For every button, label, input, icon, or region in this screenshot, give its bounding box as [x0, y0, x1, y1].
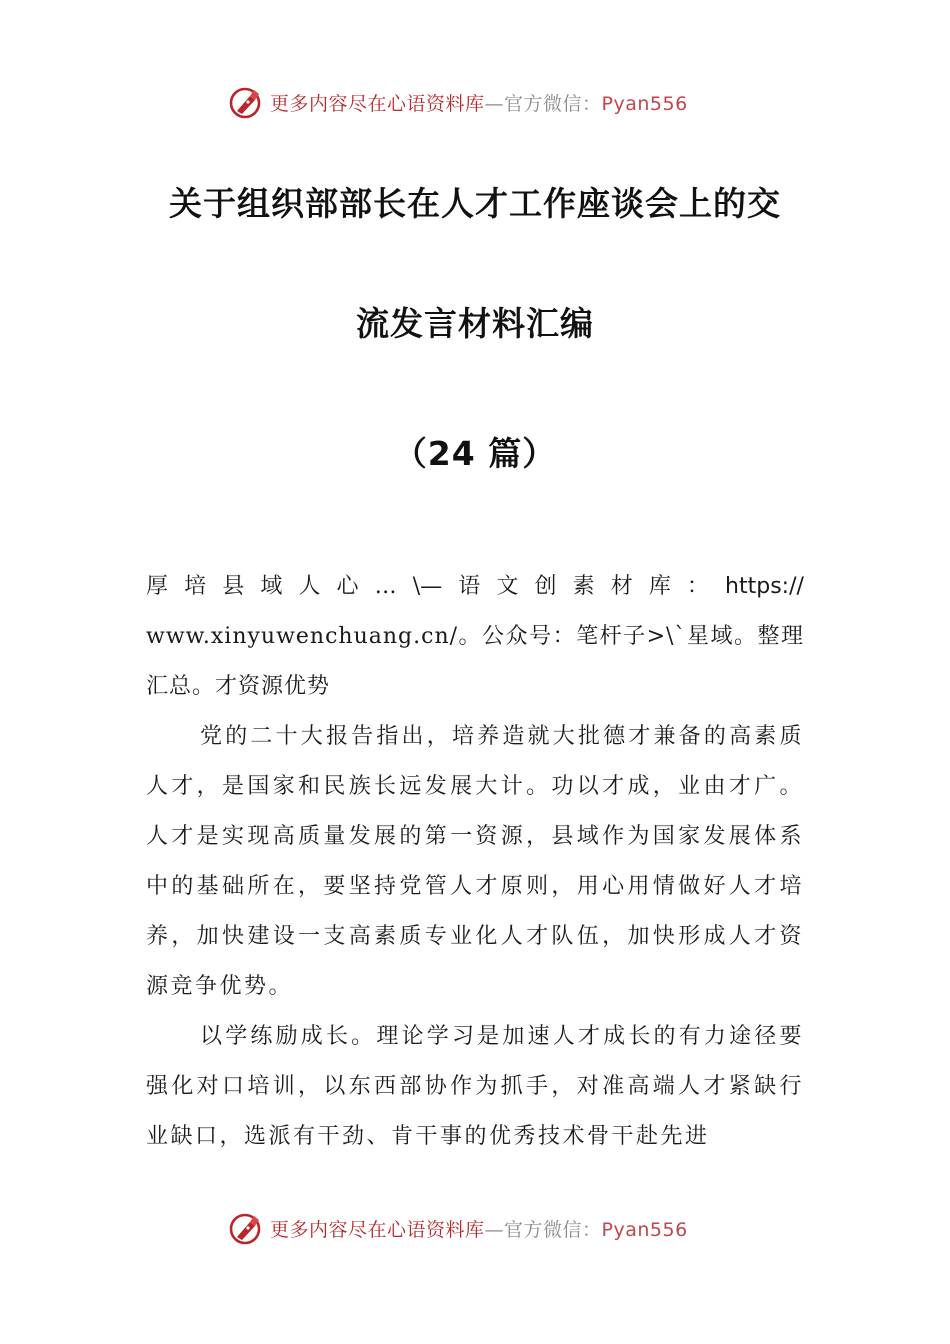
banner-separator: — — [484, 92, 505, 115]
pen-nib-logo-icon — [228, 84, 264, 120]
source-char: 材 — [610, 574, 633, 599]
paragraph-1: 党的二十大报告指出，培养造就大批德才兼备的高素质人才，是国家和民族长远发展大计。功以才成，业由才广。人才是实现高质量发展的第一资源，县域作为国家发展体系中的基础所在，要坚持党管人才原则，用心用情做好人才培养，加快建设一支高素质专业化人才队伍，加快形成人才资源竞争优势。 — [146, 724, 804, 999]
banner-wechat-label: 官方微信： — [504, 1218, 602, 1241]
footer-banner — [228, 1208, 748, 1248]
banner-main-text: 更多内容尽在心语资料库 — [270, 1218, 485, 1241]
footer-banner-text — [270, 1215, 688, 1242]
source-char: 厚 — [146, 574, 169, 599]
source-char: 县 — [222, 574, 245, 599]
banner-wechat-label: 官方微信： — [504, 92, 602, 115]
source-char: 创 — [534, 574, 557, 599]
document-title-line-2: 流发言材料汇编 — [356, 304, 594, 343]
source-char: 库 — [648, 574, 671, 599]
source-char: ： — [686, 574, 709, 599]
source-char: 素 — [572, 574, 595, 599]
banner-wechat-id: Pyan556 — [601, 1218, 688, 1241]
banner-separator: — — [484, 1218, 505, 1241]
document-title-count: （24 篇） — [393, 434, 557, 473]
banner-wechat-id: Pyan556 — [601, 92, 688, 115]
document-body — [146, 562, 804, 1162]
source-line — [146, 562, 804, 612]
source-url-start: https:// — [725, 574, 804, 599]
pen-nib-logo-icon — [228, 1210, 264, 1246]
document-title-line-1: 关于组织部部长在人才工作座谈会上的交 — [169, 184, 781, 223]
source-char: 文 — [496, 574, 519, 599]
source-char: 人 — [298, 574, 321, 599]
header-banner-text — [270, 89, 688, 116]
source-char: … — [374, 574, 397, 599]
source-char: 语 — [458, 574, 481, 599]
source-char: 域 — [260, 574, 283, 599]
header-banner — [228, 82, 748, 122]
source-line-rest: www.xinyuwenchuang.cn/。公众号：笔杆子>\`星域。整理汇总。才资源优势 — [146, 624, 804, 699]
source-char: 培 — [184, 574, 207, 599]
banner-main-text: 更多内容尽在心语资料库 — [270, 92, 485, 115]
paragraph-2: 以学练励成长。理论学习是加速人才成长的有力途径要强化对口培训，以东西部协作为抓手，对准高端人才紧缺行业缺口，选派有干劲、肯干事的优秀技术骨干赴先进 — [146, 1024, 804, 1149]
source-char: \— — [412, 574, 443, 599]
source-char: 心 — [336, 574, 359, 599]
